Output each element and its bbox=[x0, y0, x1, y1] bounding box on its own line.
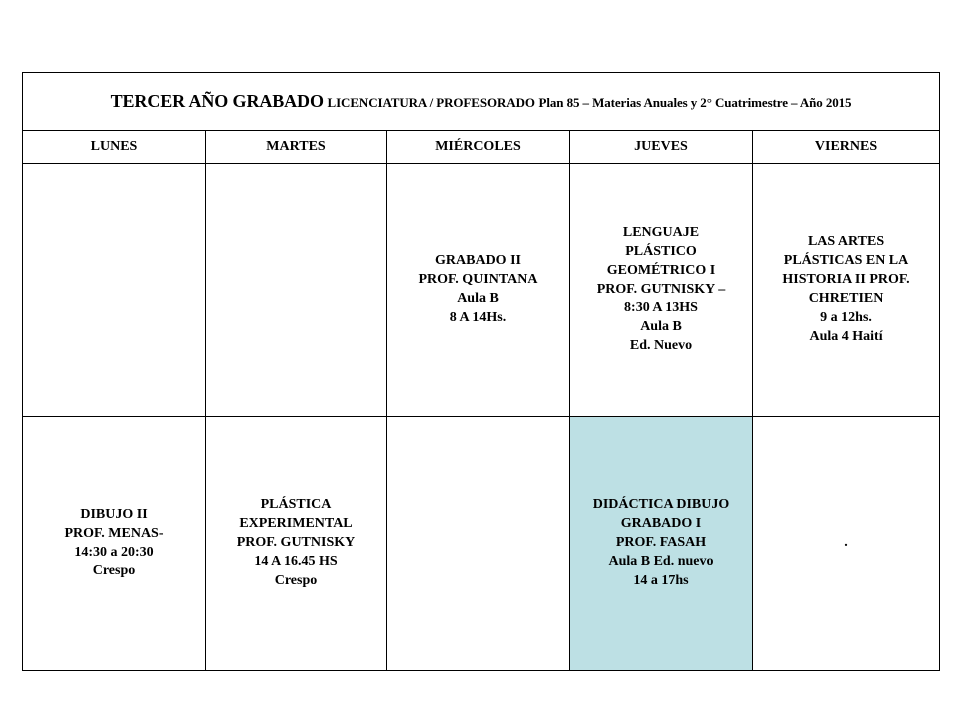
afternoon-row bbox=[23, 417, 940, 671]
day-header-lunes: LUNES bbox=[23, 131, 206, 164]
schedule-title bbox=[23, 73, 940, 131]
class-line: PLÁSTICAS EN LA bbox=[783, 253, 909, 269]
class-line: Aula B Ed. nuevo bbox=[608, 553, 714, 569]
class-cell bbox=[206, 417, 387, 671]
class-line: 14 a 17hs bbox=[633, 572, 689, 588]
class-cell-highlighted bbox=[570, 417, 753, 671]
class-line: 9 a 12hs. bbox=[820, 309, 872, 325]
class-line: Aula 4 Haití bbox=[809, 328, 883, 344]
class-line: PROF. MENAS- bbox=[64, 525, 164, 541]
class-line: LENGUAJE bbox=[622, 224, 700, 240]
class-line: 8 A 14Hs. bbox=[449, 309, 507, 325]
class-line: PROF. GUTNISKY bbox=[236, 535, 356, 551]
day-header-miercoles: MIÉRCOLES bbox=[387, 131, 570, 164]
day-header-jueves: JUEVES bbox=[570, 131, 753, 164]
class-line: Ed. Nuevo bbox=[629, 338, 693, 354]
class-line: 14 A 16.45 HS bbox=[254, 553, 338, 569]
class-cell bbox=[753, 164, 940, 417]
class-line: Crespo bbox=[274, 572, 318, 588]
day-header-row bbox=[23, 131, 940, 164]
class-cell bbox=[753, 417, 940, 671]
class-line: PROF. QUINTANA bbox=[418, 272, 538, 288]
class-line: GEOMÉTRICO I bbox=[606, 262, 716, 278]
class-line: Crespo bbox=[92, 563, 136, 579]
class-line: DIBUJO II bbox=[80, 506, 148, 522]
class-line: LAS ARTES bbox=[807, 234, 885, 250]
class-cell bbox=[387, 417, 570, 671]
class-line: CHRETIEN bbox=[808, 291, 884, 306]
schedule-table bbox=[22, 72, 940, 671]
class-line: HISTORIA II PROF. bbox=[782, 272, 910, 288]
class-line: PLÁSTICO bbox=[625, 243, 697, 259]
title-subtitle: LICENCIATURA / PROFESORADO bbox=[327, 95, 535, 110]
class-line: PROF. GUTNISKY – bbox=[596, 281, 726, 297]
class-line: EXPERIMENTAL bbox=[239, 516, 353, 532]
class-line: DIDÁCTICA DIBUJO bbox=[592, 497, 730, 513]
class-line: 8:30 A 13HS bbox=[624, 300, 698, 316]
class-line: 14:30 a 20:30 bbox=[74, 544, 154, 560]
class-line: GRABADO I bbox=[620, 516, 702, 532]
day-header-martes: MARTES bbox=[206, 131, 387, 164]
class-cell bbox=[23, 164, 206, 417]
class-cell bbox=[387, 164, 570, 417]
title-main: TERCER AÑO GRABADO bbox=[110, 91, 324, 111]
class-line: PLÁSTICA bbox=[260, 497, 332, 513]
class-cell bbox=[570, 164, 753, 417]
day-header-viernes: VIERNES bbox=[753, 131, 940, 164]
class-cell bbox=[23, 417, 206, 671]
class-line: PROF. FASAH bbox=[615, 535, 707, 551]
class-line: . bbox=[844, 535, 848, 551]
class-line: Aula B bbox=[457, 291, 499, 306]
class-cell bbox=[206, 164, 387, 417]
title-plan: Plan 85 – Materias Anuales y 2° Cuatrimestre – Año 2015 bbox=[538, 95, 852, 110]
title-row bbox=[23, 73, 940, 131]
class-line: GRABADO II bbox=[435, 253, 521, 269]
morning-row bbox=[23, 164, 940, 417]
class-line: Aula B bbox=[640, 319, 682, 335]
